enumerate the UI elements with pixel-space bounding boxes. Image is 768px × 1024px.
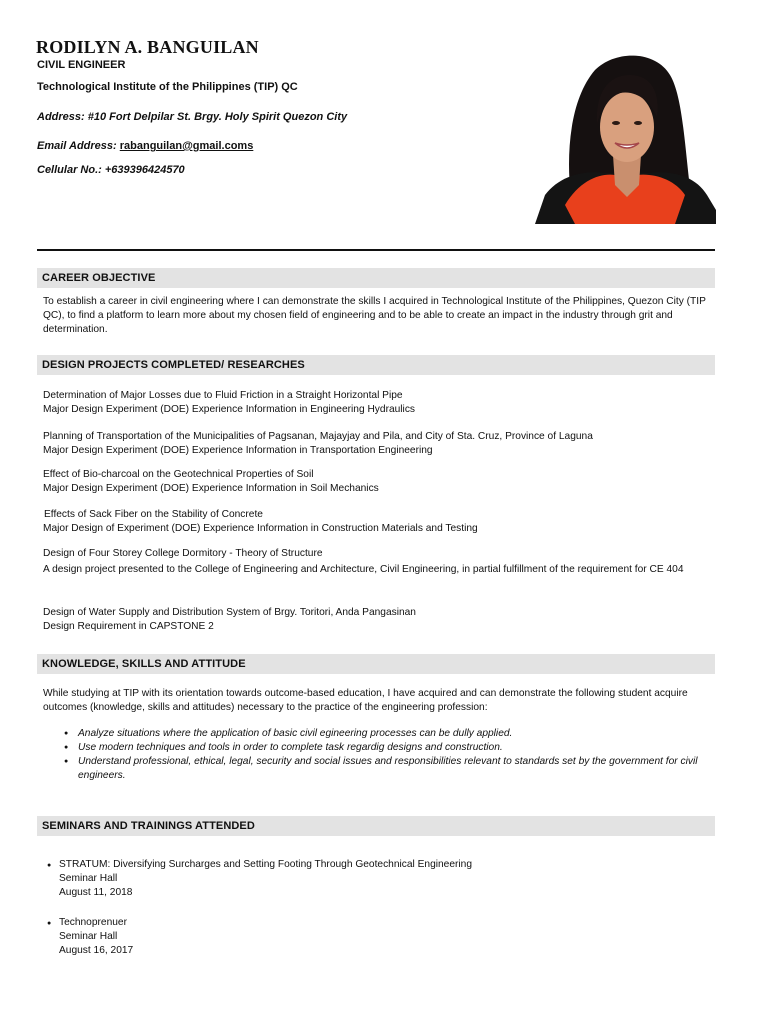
section-title: DESIGN PROJECTS COMPLETED/ RESEARCHES xyxy=(42,359,305,371)
email-label: Email Address: xyxy=(37,140,120,152)
seminar-item xyxy=(47,858,472,900)
applicant-title: CIVIL ENGINEER xyxy=(37,59,126,71)
list-item: ● Understand professional, ethical, legal, security and social issues and responsibilities relevant to standards set by the government for civil engineers. xyxy=(64,755,714,783)
project-item xyxy=(43,389,708,417)
project-desc: Major Design Experiment (DOE) Experience Information in Engineering Hydraulics xyxy=(43,404,416,415)
skills-intro-text: While studying at TIP with its orientation towards outcome-based education, I have acquired and can demonstrate the following student acquire outcomes (knowledge, skills and attitudes) necessary to the practice of the engineering profession: xyxy=(43,688,688,713)
email-link[interactable]: rabanguilan@gmail.coms xyxy=(119,140,254,152)
seminar-venue: Seminar Hall xyxy=(59,873,118,884)
seminar-venue: Seminar Hall xyxy=(59,931,118,942)
project-item xyxy=(43,606,708,634)
applicant-name: RODILYN A. BANGUILAN xyxy=(36,37,259,57)
project-title: Effects of Sack Fiber on the Stability of Concrete xyxy=(44,509,263,520)
project-desc: A design project presented to the College of Engineering and Architecture, Civil Engineering, in partial fulfillment of the requirement for CE 404 xyxy=(43,564,684,575)
applicant-photo xyxy=(535,45,716,224)
applicant-email xyxy=(37,140,253,152)
section-header-career-objective xyxy=(37,268,715,288)
skills-bullet-list xyxy=(64,727,714,783)
header-divider xyxy=(37,249,715,251)
list-item: ● Use modern techniques and tools in order to complete task regardig designs and construction. xyxy=(64,741,714,755)
project-title: Planning of Transportation of the Municipalities of Pagsanan, Majayjay and Pila, and City of Sta. Cruz, Province of Laguna xyxy=(43,431,593,442)
applicant-school: Technological Institute of the Philippines (TIP) QC xyxy=(37,81,298,93)
bullet-icon: ● xyxy=(47,862,52,869)
seminar-title: Technoprenuer xyxy=(59,917,127,928)
career-objective-text: To establish a career in civil engineering where I can demonstrate the skills I acquired in Technological Institute of the Philippines, Quezon City (TIP QC), to find a platform to learn more about my chosen field of engineering and to be able to create an impact in the industry through grit and determination. xyxy=(43,296,706,335)
project-item xyxy=(43,508,708,536)
bullet-icon: ● xyxy=(47,920,52,927)
seminar-date: August 11, 2018 xyxy=(59,887,133,898)
section-title: CAREER OBJECTIVE xyxy=(42,272,156,284)
project-item xyxy=(43,468,708,496)
section-header-skills xyxy=(37,654,715,674)
project-desc: Major Design of Experiment (DOE) Experience Information in Construction Materials and Testing xyxy=(43,523,478,534)
project-item xyxy=(43,547,708,577)
project-desc: Design Requirement in CAPSTONE 2 xyxy=(43,621,214,632)
seminar-title: STRATUM: Diversifying Surcharges and Setting Footing Through Geotechnical Engineering xyxy=(59,859,472,870)
portrait-illustration xyxy=(535,45,716,224)
project-title: Effect of Bio-charcoal on the Geotechnical Properties of Soil xyxy=(43,469,314,480)
list-item: ● Analyze situations where the application of basic civil egineering processes can be dully applied. xyxy=(64,727,714,741)
section-header-seminars xyxy=(37,816,715,836)
project-desc: Major Design Experiment (DOE) Experience Information in Transportation Engineering xyxy=(43,445,433,456)
project-desc: Major Design Experiment (DOE) Experience Information in Soil Mechanics xyxy=(43,483,379,494)
section-title: SEMINARS AND TRAININGS ATTENDED xyxy=(42,820,255,832)
seminar-date: August 16, 2017 xyxy=(59,945,134,956)
project-title: Determination of Major Losses due to Fluid Friction in a Straight Horizontal Pipe xyxy=(43,390,403,401)
applicant-cellular: Cellular No.: +639396424570 xyxy=(37,164,185,176)
applicant-address: Address: #10 Fort Delpilar St. Brgy. Holy Spirit Quezon City xyxy=(37,111,348,123)
section-title: KNOWLEDGE, SKILLS AND ATTITUDE xyxy=(42,658,246,670)
seminar-item xyxy=(47,916,134,958)
section-header-design-projects xyxy=(37,355,715,375)
project-title: Design of Four Storey College Dormitory - Theory of Structure xyxy=(43,548,323,559)
project-title: Design of Water Supply and Distribution System of Brgy. Toritori, Anda Pangasinan xyxy=(43,607,416,618)
project-item xyxy=(43,430,708,458)
